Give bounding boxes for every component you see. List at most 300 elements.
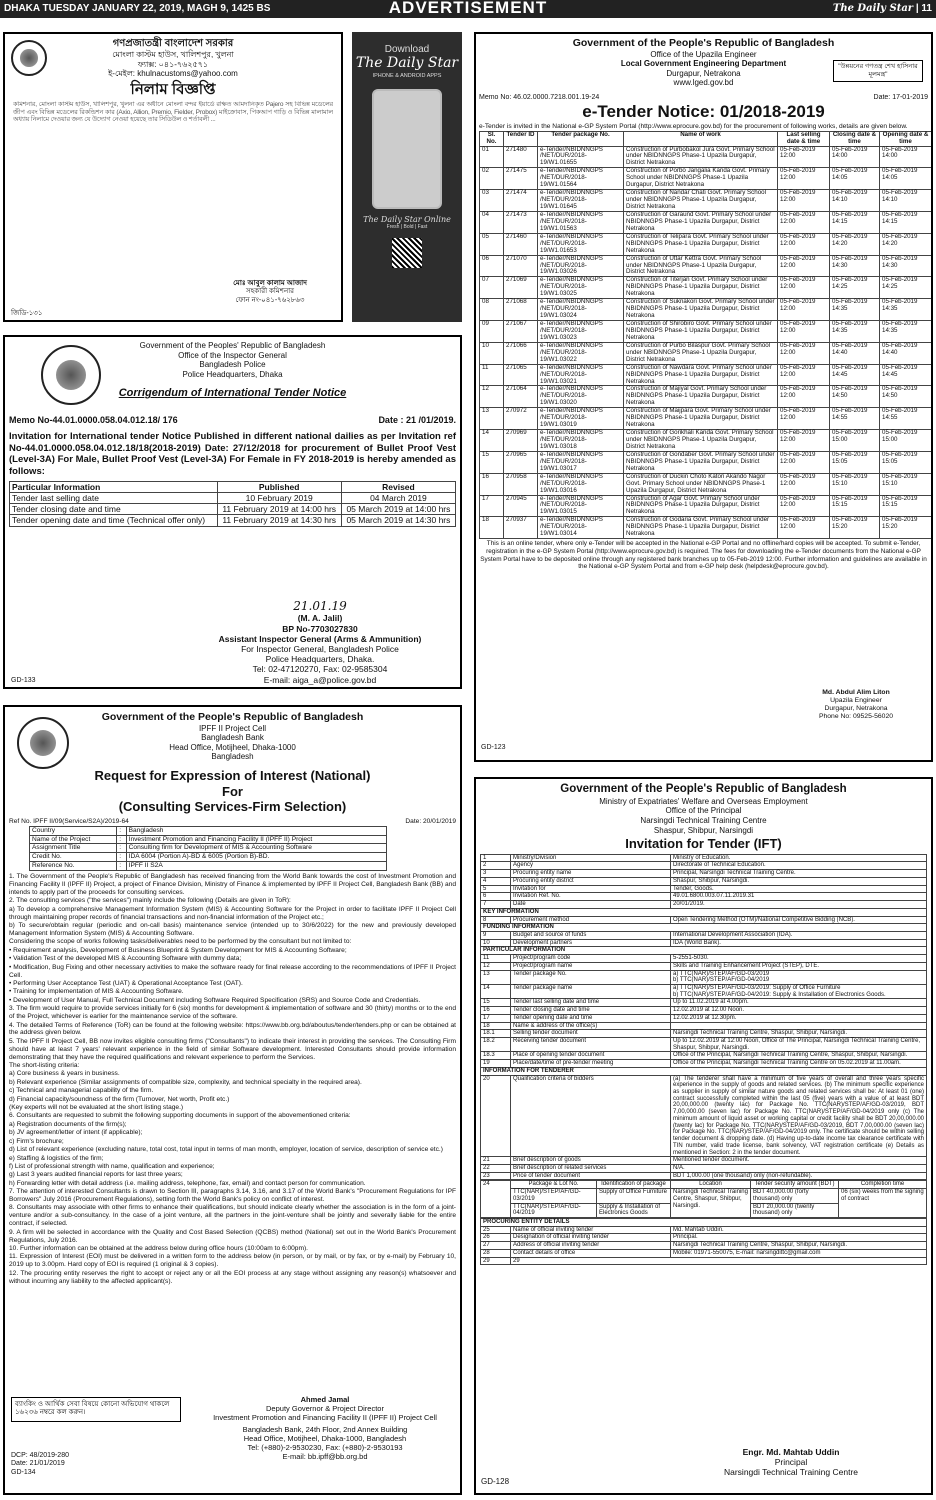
row-number: 24 [481,1181,511,1218]
table-cell: Tender package name [511,984,671,998]
table-row [481,1257,927,1265]
table-cell: 13 [480,408,504,430]
table-cell: Md. Mahtab Uddin. [671,1226,927,1234]
table-row [480,190,932,212]
bb-sign-name: Ahmed Jamal [300,1395,350,1404]
lged-intro: e-Tender is invited in the National e-GP System Portal (http://www.eprocure.gov.bd) for the procurement of following works, details are given below. [479,122,908,130]
table-cell: TTC(NAR)/STEP/AF/GD-04/2019 [511,1203,597,1217]
section-heading: PROCURING ENTITY DETAILS [481,1218,927,1226]
eoi-paragraph: 1. The Government of the People's Republic of Bangladesh has received financing from the World Bank towards the cost of Investment Promotion and Financing Facility II (IPFF II) Project, a project of Finance Division, Ministry of Finance & implemented by IPFF II Project Cell, Bangladesh Bank (BB) and intends to apply part of the proceeds for consulting services. [9,873,456,896]
table-cell: 271069 [504,277,538,299]
table-cell: e-Tender/NBIDNNGPS /NET/DUR/2018-19/W1.03017 [538,451,624,473]
table-cell: Place/date/time of pre-tender meeting [511,1060,671,1068]
table-row: Tender last selling date 10 February 2019 04 March 2019 [10,493,456,504]
table-row [480,277,932,299]
table-row [481,1022,927,1030]
table-cell: 05-Feb-2019 14:10 [880,190,932,212]
table-cell: 08 [480,299,504,321]
police-code: GD-133 [11,677,36,684]
table-cell: Selling tender document [511,1030,671,1038]
table-cell: 11 [480,364,504,386]
bb-code: GD-134 [11,1468,36,1476]
page-header: DHAKA TUESDAY JANUARY 22, 2019, MAGH 9, 1425 BS ADVERTISEMENT The Daily Star | 11 [0,0,936,18]
table-cell: 05-Feb-2019 14:35 [830,321,880,343]
signature-date: 21.01.19 [293,599,347,613]
table-cell: TTC(NAR)/STEP/AF/GD-03/2019 [511,1189,597,1203]
table-cell: e-Tender/NBIDNNGPS /NET/DUR/2018-19/W1.03019 [538,408,624,430]
corrigendum-title: Corrigendum of International Tender Notice [118,387,347,400]
table-cell: Office of the Principal, Narsingdi Technical Training Centre on 05.02.2019 at 11.00am. [671,1060,927,1068]
table-cell: Invitation Ref. No. [511,893,671,901]
column-header: Completion time [839,1181,927,1189]
table-cell: Up to 12.02.2019 at 12:00 Noon, Office of The Principal, Narsingdi Technical Training Centre, Shaspur, Shibpur, Narsingdi. [671,1038,927,1052]
table-row: Name of the Project : Investment Promotion and Financing Facility II (IPFF II) Project [30,835,387,844]
column-header: Last selling date & time [778,131,830,146]
table-row [481,1067,927,1075]
table-row: Tender closing date and time 11 February 2019 at 14:00 hrs 05 March 2019 at 14:00 hrs [10,504,456,515]
table-cell: 11 [481,955,511,963]
table-cell: e-Tender/NBIDNNGPS /NET/DUR/2018-19/W1.03018 [538,430,624,452]
table-cell: 12.02.2019 at 12.30pm. [671,1014,927,1022]
ttc-ift-ad [474,777,933,1495]
table-cell: Budget and source of funds [511,931,671,939]
table-cell: Agency [511,862,671,870]
section-heading: FUNDING INFORMATION [481,924,927,932]
ift-package-table [480,1180,927,1218]
table-cell: 18.2 [481,1038,511,1052]
table-cell: Name of official inviting tender [511,1226,671,1234]
bb-email-link[interactable]: E-mail: bb.ipff@bb.org.bd [282,1452,368,1461]
table-cell: 05-Feb-2019 15:00 [830,430,880,452]
table-cell: 05-Feb-2019 14:40 [880,342,932,364]
table-row [481,1060,927,1068]
table-cell: 9 [481,931,511,939]
table-row: Assignment Title : Consulting firm for Development of MIS & Accounting Software [30,844,387,853]
phone-icon [372,89,442,209]
table-row [480,408,932,430]
table-cell: e-Tender/NBIDNNGPS /NET/DUR/2018-19/W1.01653 [538,233,624,255]
table-row [481,1014,927,1022]
lged-gov: Government of the People's Republic of Bangladesh [572,37,835,49]
table-cell: N/A. [671,1164,927,1172]
ttc-sign-centre: Narsingdi Technical Training Centre [723,1467,859,1478]
eoi-title: Request for Expression of Interest (National) [94,767,371,783]
column-header: Closing date & time [830,131,880,146]
lged-website-link[interactable]: www.lged.gov.bd [673,78,734,88]
table-cell: 17 [481,1014,511,1022]
table-cell: 05-Feb-2019 14:30 [880,255,932,277]
bn-gov: গণপ্রজাতন্ত্রী বাংলাদেশ সরকার [112,38,234,49]
table-row [481,1164,927,1172]
table-cell: Construction of Titerjan Govt. Primary School under NBIDNNGPS Phase-1 Upazila Durgapur, District Netrakona [624,277,778,299]
table-cell: Directorate of Technical Education. [671,862,927,870]
table-cell: 05-Feb-2019 14:45 [830,364,880,386]
sign-title: সহকারী কমিশনার [245,288,294,296]
table-cell: 05-Feb-2019 12:00 [778,342,830,364]
police-bp: BP No-7703027830 [282,623,358,634]
email-link[interactable]: ই-মেইল: khulnacustoms@yahoo.com [108,69,238,79]
eoi-paragraph: a) Core business & years in business. [9,1070,120,1078]
lged-sign-name: Md. Abdul Alim Liton [822,689,890,696]
table-cell: Construction of Shirobiro Govt. Primary School under NBIDNNGPS Phase-1 Upazila Durgapur, District Netrakona [624,321,778,343]
table-cell: e-Tender/NBIDNNGPS /NET/DUR/2018-19/W1.03025 [538,277,624,299]
bb-line: Head Office, Motijheel, Dhaka-1000 [169,742,296,752]
table-cell: Shaspur, Shibpur, Narsingdi. [671,877,927,885]
table-cell: 29 [481,1257,511,1265]
table-row [481,970,927,984]
table-cell: 21 [481,1157,511,1165]
bangladesh-emblem-icon [11,40,47,76]
table-cell: 27 [481,1242,511,1250]
table-cell: 5 [481,885,511,893]
table-cell: BDT 1,000.00 (one thousand) only (non-refundable). [671,1172,927,1180]
table-row [481,962,927,970]
sign-name: মোঃ আবুল কালাম আজাদ [233,280,307,287]
table-cell: 10 [480,342,504,364]
bn-helpline-box: ব্যাংকিং ও আর্থিক সেবা বিষয়ে কোনো অভিযোগ থাকলে ১৬২৩৬ নম্বরে কল করুন। [11,1397,181,1422]
table-cell: 14 [481,984,511,998]
table-cell: 18.3 [481,1052,511,1060]
table-cell: 18 [480,517,504,539]
column-header: Tender package No. [538,131,624,146]
table-row [480,321,932,343]
table-cell: 04 [480,211,504,233]
table-cell: Development partners [511,939,671,947]
table-cell: 05 [480,233,504,255]
eoi-paragraph: c) Technical and managerial capability of the firm. [9,1087,154,1095]
table-cell: Construction of Uttar Kettra Govt. Primary School under NBIDNNGPS Phase-1 Upazila Durgapur, District Netrakona [624,255,778,277]
bb-dated: Date: 21/01/2019 [11,1460,65,1468]
table-cell: 05-Feb-2019 12:00 [778,473,830,495]
table-cell: Principal. [671,1234,927,1242]
table-cell: Construction of Porbo Jangalia Kanda Govt. Primary School under NBIDNNGPS Phase-1 Upazila Durgapur, District Netrakona [624,168,778,190]
table-cell: 05-Feb-2019 12:00 [778,255,830,277]
eoi-paragraph: b) To secure/obtain regular (periodic and on-call basis) maintenance service (intended up to 30/6/2022) for the new and previously developed Management Information System (MIS) & Accounting Software. [9,922,456,938]
table-cell: 05-Feb-2019 14:50 [830,386,880,408]
column-header: Location [671,1181,751,1189]
table-cell: Procuring entity district [511,877,671,885]
table-cell: 12 [480,386,504,408]
ttc-sign-title: Principal [774,1457,808,1468]
eoi-paragraph: b) JV agreement/letter of intent (if applicable); [9,1129,143,1137]
table-row [481,1242,927,1250]
table-cell: e-Tender/NBIDNNGPS /NET/DUR/2018-19/W1.01655 [538,146,624,168]
column-header: Package & Lot No. [511,1181,597,1189]
table-cell: 05-Feb-2019 15:15 [830,495,880,517]
bn-office: মোংলা কাস্টম হাউস, খালিশপুর, খুলনা [112,50,234,59]
table-cell: 05-Feb-2019 14:35 [880,299,932,321]
table-cell: e-Tender/NBIDNNGPS /NET/DUR/2018-19/W1.03014 [538,517,624,539]
table-cell: Qualification criteria of bidders [511,1075,671,1157]
ift-table [480,854,927,1181]
ttc-address: Shaspur, Shibpur, Narsingdi [653,825,754,835]
table-row [480,146,932,168]
ttc-sign-name: Engr. Md. Mahtab Uddin [742,1447,840,1457]
table-cell: 05-Feb-2019 12:00 [778,451,830,473]
table-cell: 1 [481,854,511,862]
section-heading: KEY INFORMATION [481,908,927,916]
eoi-paragraph: 12. The procuring entity reserves the right to accept or reject any or all the EOI process at any stage without assigning any reason(s) whatsoever and without incurring any liability to the affected applicant(s). [9,1269,456,1285]
table-cell: (a) The tenderer shall have a minimum of five years of overall and three years specific experience in the supply of goods and related services. (b) The minimum specific experience as supplier in supply of similar nature goods and related services shall be: At least 01 (one) contract successfully completed within the last 05 (five) years with a value of at least BDT 20,00,000.00 (twenty lac) for Package No. TTC(NAR)/STEP/AF/GD-03/2019, BDT 7,00,000.00 (seven lac) for Package No. TTC(NAR)/STEP/AF/GD-04/2019 only (c) The minimum amount of liquid asset or working capital or credit facility shall be BDT 20,00,000.00 (twenty lac) for Package No. TTC(NAR)/STEP/AF/GD-03/2019, BDT 7,00,000.00 (seven lac) for Package No. TTC(NAR)/STEP/AF/GD-04/2019 only. The certificate should be within selling tender document & dropping date. (d) Having up-to-date income tax clearance certificate with TIN number, valid trade license, bank solvency, VAT registration certificate (e) Details as mentioned in Section: 2 in the tender document. [671,1075,927,1157]
table-cell: Tender last selling date and time [511,999,671,1007]
police-email-link[interactable]: E-mail: aiga_a@police.gov.bd [263,674,377,685]
lged-location: Durgapur, Netrakona [666,68,741,78]
eoi-paragraph: • Development of User Manual, Full Technical Document including Software Required Specification (SRS) and Source Code and Credentials. [9,996,421,1004]
ttc-centre: Narsingdi Technical Training Centre [640,815,767,825]
table-cell: 270958 [504,473,538,495]
lged-office: Office of the Upazila Engineer [650,49,757,59]
table-cell: e-Tender/NBIDNNGPS /NET/DUR/2018-19/W1.03023 [538,321,624,343]
ds-online: The Daily Star Online [363,215,451,224]
eoi-body [9,873,456,1343]
table-cell: 271068 [504,299,538,321]
table-row [480,517,932,539]
slogan-box: "উন্নয়নের গণতন্ত্র শেখ হাসিনার মূলমন্ত্র" [833,60,923,82]
table-cell: Price of tender document [511,1172,671,1180]
eoi-paragraph: • Performing User Acceptance Test (UAT) & Operational Acceptance Test (OAT). [9,979,243,987]
table-cell: 25 [481,1226,511,1234]
bn-fax: ফ্যাক্স: ০৪১-৭৬২৫৭১ [137,59,209,69]
table-cell: 07 [480,277,504,299]
table-cell: 271066 [504,342,538,364]
table-cell: Place of opening tender document [511,1052,671,1060]
table-row: Tender opening date and time (Technical offer only) 11 February 2019 at 14:30 hrs 05 March 2019 at 14:30 hrs [10,515,456,526]
column-header: Tender security amount (BDT) [751,1181,839,1189]
table-cell: 05-Feb-2019 12:00 [778,517,830,539]
sign-phone: ফোন নং-০৪১-৭৬২৮৬৩ [235,296,305,304]
lged-notes: This is an online tender, where only e-Tender will be accepted in the National e-GP Portal and no offline/hard copies will be accepted. To submit e-Tender, registration in the e-GP System Portal (http://www.eprocure.gov.bd) is required. The fees for downloading the e-Tender documents from the National e-GP System Portal have to be deposited online through any registered bank branches up to 05-Feb-2019 12:00. Further information and guidelines are available in the National e-GP System Portal and from e-GP help desk (helpdesk@eprocure.gov.bd). [480,540,927,571]
police-title: Assistant Inspector General (Arms & Ammunition) [218,633,422,644]
table-cell: 28 [481,1249,511,1257]
eoi-paragraph: b) Relevant experience (Similar assignments of compatible size, complexity, and technical specialty in the required area). [9,1078,362,1086]
table-cell: 05-Feb-2019 14:50 [880,386,932,408]
ift-title: Invitation for Tender (IFT) [625,836,782,852]
eoi-paragraph: a) Registration documents of the firm(s); [9,1120,127,1128]
police-tel: Tel: 02-47120270, Fax: 02-9585304 [252,664,388,675]
table-row [481,947,927,955]
lged-sign-title: Upazila Engineer [830,697,882,705]
table-row [481,901,927,909]
table-cell: 3 [481,870,511,878]
table-cell: 05-Feb-2019 12:00 [778,146,830,168]
table-row [481,1075,927,1157]
eoi-paragraph: (Key experts will not be evaluated at the short listing stage.) [9,1104,184,1112]
table-cell: 15 [481,999,511,1007]
table-cell: 05-Feb-2019 14:40 [830,342,880,364]
lged-sign-loc: Durgapur, Netrakona [824,705,888,713]
customs-auction-ad [3,32,343,322]
table-cell: 13 [481,970,511,984]
table-cell: Contact details of office [511,1249,671,1257]
table-row [481,1189,927,1203]
column-header: Identification of package [597,1181,671,1189]
table-cell: 05-Feb-2019 14:35 [830,299,880,321]
eoi-paragraph: a) To develop a comprehensive Management Information System (MIS) & Accounting Software for the Project in order to facilitate IPFF II Project Cell through maintaining proper records of financial transactions and non-financial information of the Project etc.; [9,905,456,921]
eoi-paragraph: • Training for implementation of MIS & Accounting Software. [9,988,184,996]
table-row [481,862,927,870]
eoi-paragraph: 9. A firm will be selected in accordance with the Quality and Cost Based Selection (QCBS) method (National) set out in the World Bank's Procurement Regulations, July 2016. [9,1228,456,1244]
daily-star-app-ad[interactable] [352,32,462,322]
table-row [481,999,927,1007]
page-number: 11 [921,3,932,14]
table-cell: 05-Feb-2019 12:00 [778,408,830,430]
auction-body: কমিশনার, মোংলা কাস্টম হাউস, খালিশপুর, খুলনা এর অধীনে মোংলা বন্দর ইয়ার্ডে রক্ষিত আমদানিকৃত Pajero সহ বিভিন্ন মডেলের জীপ এবং বিভিন্ন মডেলের রিকন্ডিশন কার (Axio, Allion, Premio, Fielder, Probox) মাইক্রোবাস, পিকআপ গাড়ি ও বিভিন্ন মালামাল অধ্যায় নিলামে দেওয়ার জন্য যে উদ্যোগ নেওয়া হয়েছে তার সিডিউল ও শর্তাবলী ... [13,100,333,124]
table-cell: Up to 11.02.2019 at 4.00pm. [671,999,927,1007]
table-cell: IDA (World Bank). [671,939,927,947]
table-cell: 05-Feb-2019 12:00 [778,233,830,255]
table-cell: 16 [480,473,504,495]
table-cell: 19 [481,1060,511,1068]
column-header: Name of work [624,131,778,146]
table-cell: 05-Feb-2019 12:00 [778,211,830,233]
table-cell: 05-Feb-2019 15:10 [830,473,880,495]
table-cell: 05-Feb-2019 15:10 [880,473,932,495]
table-cell: 05-Feb-2019 15:15 [880,495,932,517]
table-cell: 05-Feb-2019 14:10 [830,190,880,212]
table-cell: 4 [481,877,511,885]
bb-sign-title: Deputy Governor & Project Director [266,1404,384,1413]
table-cell: 05-Feb-2019 14:55 [880,408,932,430]
eoi-paragraph: d) List of relevant experience (excluding nature, total cost, total input in terms of man month, employer, location of service, description of service etc.) [9,1146,443,1154]
police-hq: Police Headquarters, Dhaka [182,369,283,379]
table-cell: 05-Feb-2019 12:00 [778,190,830,212]
table-row [481,924,927,932]
table-cell: 10 [481,939,511,947]
police-hq2: Police Headquarters, Dhaka. [265,654,375,665]
table-cell: Tender, Goods. [671,885,927,893]
table-row [481,1172,927,1180]
table-cell: 05-Feb-2019 15:05 [830,451,880,473]
table-cell: 15 [480,451,504,473]
eoi-paragraph: Considering the scope of works following tasks/deliverables need to be performed by the consultant but not limited to: [9,938,352,946]
table-cell: 05-Feb-2019 12:00 [778,495,830,517]
table-cell: 02 [480,168,504,190]
eoi-paragraph: c) Firm's brochure; [9,1137,64,1145]
eoi-paragraph: • Requirement analysis, Development of Business Blueprint & System Development for MIS & Accounting Software; [9,946,347,954]
ds-tags: Fresh | Bold | Fast [386,224,428,230]
lged-etender-ad [474,32,933,762]
eoi-paragraph: h) Forwarding letter with detail address (i.e. mailing address, telephone, fax, email) and contact person for communication. [9,1179,366,1187]
table-cell: Date [511,901,671,909]
table-cell: 05-Feb-2019 12:00 [778,386,830,408]
bb-line: Bangladesh [211,752,254,762]
table-cell: Procurement method [511,916,671,924]
ds-brand: The Daily Star [355,55,459,71]
table-row [481,916,927,924]
table-cell: Principal, Narsingdi Technical Training Centre. [671,870,927,878]
eoi-paragraph: 6. Consultants are requested to submit the following supporting documents in support of the abovementioned criteria: [9,1112,351,1120]
table-cell: 14 [480,430,504,452]
table-cell: Tender opening date and time [511,1014,671,1022]
table-cell: 05-Feb-2019 14:25 [830,277,880,299]
table-cell: 5-2551-5030. [671,955,927,963]
eoi-paragraph: The short-listing criteria: [9,1062,80,1070]
table-cell: Tender closing date and time [511,1007,671,1015]
lged-phone: Phone No: 09525-56020 [818,713,894,721]
lged-date: Date: 17-01-2019 [873,93,928,101]
table-row [481,885,927,893]
table-cell: 01 [480,146,504,168]
table-row [480,168,932,190]
table-cell: 05-Feb-2019 14:55 [830,408,880,430]
table-cell: 05-Feb-2019 15:00 [880,430,932,452]
table-row [481,908,927,916]
table-cell: 271474 [504,190,538,212]
download-label: Download [384,44,430,55]
table-cell: 12.02.2019 at 12.00 Noon. [671,1007,927,1015]
table-cell: 06 (six) weeks from the signing of contract [839,1189,927,1218]
table-row: Reference No. : IPFF II S2A [30,862,387,871]
table-cell: Narsingdi Technical Training Centre, Shaspur, Shibpur, Narsingdi. [671,1030,927,1038]
bangladesh-bank-logo-icon [17,717,69,769]
eoi-paragraph: 4. The detailed Terms of Reference (ToR) can be found at the following website: https://www.bb.org.bd/aboutus/tender/tenders.php or can be obtained at the address given below. [9,1021,456,1037]
table-row [481,877,927,885]
table-cell: 05-Feb-2019 12:00 [778,168,830,190]
bb-date: Date: 20/01/2019 [405,817,456,825]
table-cell: Narsingdi Technical Training Centre, Shaspur, Shibpur, Narsingdi. [671,1242,927,1250]
table-cell: 05-Feb-2019 14:35 [880,321,932,343]
table-cell: e-Tender/NBIDNNGPS /NET/DUR/2018-19/W1.03020 [538,386,624,408]
eoi-paragraph: • Validation Test of the developed MIS & Accounting Software with dummy data; [9,955,242,963]
table-cell: a) TTC(NAR)/STEP/AF/GD-03/2019 b) TTC(NAR)/STEP/AF/GD-04/2019 [671,970,927,984]
column-header: Opening date & time [880,131,932,146]
eoi-paragraph: 8. Consultants may associate with other firms to enhance their qualifications, but should indicate clearly whether the association is in the form of a joint-venture and/or a sub-consultancy. In the case of a joint venture, all the partners in the joint-venture shall be jointly and severally liable for the entire contract, if selected. [9,1204,456,1228]
table-row: Credit No. : IDA 6004 (Portion A)-BD & 6005 (Portion B)-BD. [30,853,387,862]
table-cell: 05-Feb-2019 14:05 [880,168,932,190]
table-cell [671,1022,927,1030]
table-row [480,211,932,233]
table-cell: e-Tender/NBIDNNGPS /NET/DUR/2018-19/W1.03026 [538,255,624,277]
table-cell: International Development Association (IDA). [671,931,927,939]
table-cell: Supply of Office Furniture [597,1189,671,1203]
police-body: Invitation for International tender Notice Published in different national dailies as per Invitation ref No-44.01.0000.058.04.012.18/18(2018-2019) Date: 27/12/2018 for procurement of Bullet Proof Vest (Level-3A) For Male, Bullet Proof Vest (Level-3A) For Female in FY 2018-2019 is hereby amended as follows: [9,431,456,477]
table-cell: 270969 [504,430,538,452]
table-cell: 271064 [504,386,538,408]
table-row [481,1226,927,1234]
table-cell: Construction of Godaria Govt. Primary School under NBIDNNGPS Phase-1 Upazila Durgapur, District Netrakona [624,517,778,539]
table-cell: Skills and Training Enhancement Project (STEP), DTE. [671,962,927,970]
table-cell: Open Tendering Method (OTM)/National Competitive Bidding (NCB). [671,916,927,924]
table-cell: Construction of Nawdara Govt. Primary School under NBIDNNGPS Phase-1 Upazila Durgapur, District Netrakona [624,364,778,386]
table-row [480,386,932,408]
eoi-paragraph: d) Financial capacity/soundness of the firm (Turnover, Net worth, Profit etc.) [9,1095,230,1103]
table-cell: 05-Feb-2019 14:25 [880,277,932,299]
column-header: Sl. No. [480,131,504,146]
table-cell: 05-Feb-2019 14:15 [830,211,880,233]
table-cell: 270945 [504,495,538,517]
table-cell: 18.1 [481,1030,511,1038]
table-cell: 22 [481,1164,511,1172]
police-memo: Memo No-44.01.0000.058.04.012.18/ 176 [9,414,178,425]
eoi-paragraph: 11. Expression of Interest (EOI) must be delivered in a written form to the address below (in person, or by mail, or by fax, or by e-mail) by February 10, 2019 up to 3.00pm. Hard copy of EOI is required (1 original & 3 copies). [9,1253,456,1269]
table-cell: Construction of Duckin Choto Katori Akando Nagor Govt. Primary School under NBIDNNGPS Phase-1 Upazila Durgapur, District Netrakona [624,473,778,495]
table-row [481,1030,927,1038]
table-cell: e-Tender/NBIDNNGPS /NET/DUR/2018-19/W1.01645 [538,190,624,212]
police-date: Date : 21 /01/2019. [378,414,456,425]
table-cell: e-Tender/NBIDNNGPS /NET/DUR/2018-19/W1.03024 [538,299,624,321]
table-row [480,255,932,277]
police-emblem-icon [41,345,101,405]
table-cell: 271065 [504,364,538,386]
table-cell: Mobile: 01971-550075, E-mail: narsingdittc@gmail.com [671,1249,927,1257]
bb-ref: Ref No. IPFF II/09(Service/S2A)/2019-64 [9,817,129,825]
table-cell: 6 [481,893,511,901]
table-cell: e-Tender/NBIDNNGPS /NET/DUR/2018-19/W1.01563 [538,211,624,233]
brand-logo: The Daily Star [832,3,914,14]
table-cell: 05-Feb-2019 14:20 [830,233,880,255]
table-cell: 271070 [504,255,538,277]
table-row [480,473,932,495]
